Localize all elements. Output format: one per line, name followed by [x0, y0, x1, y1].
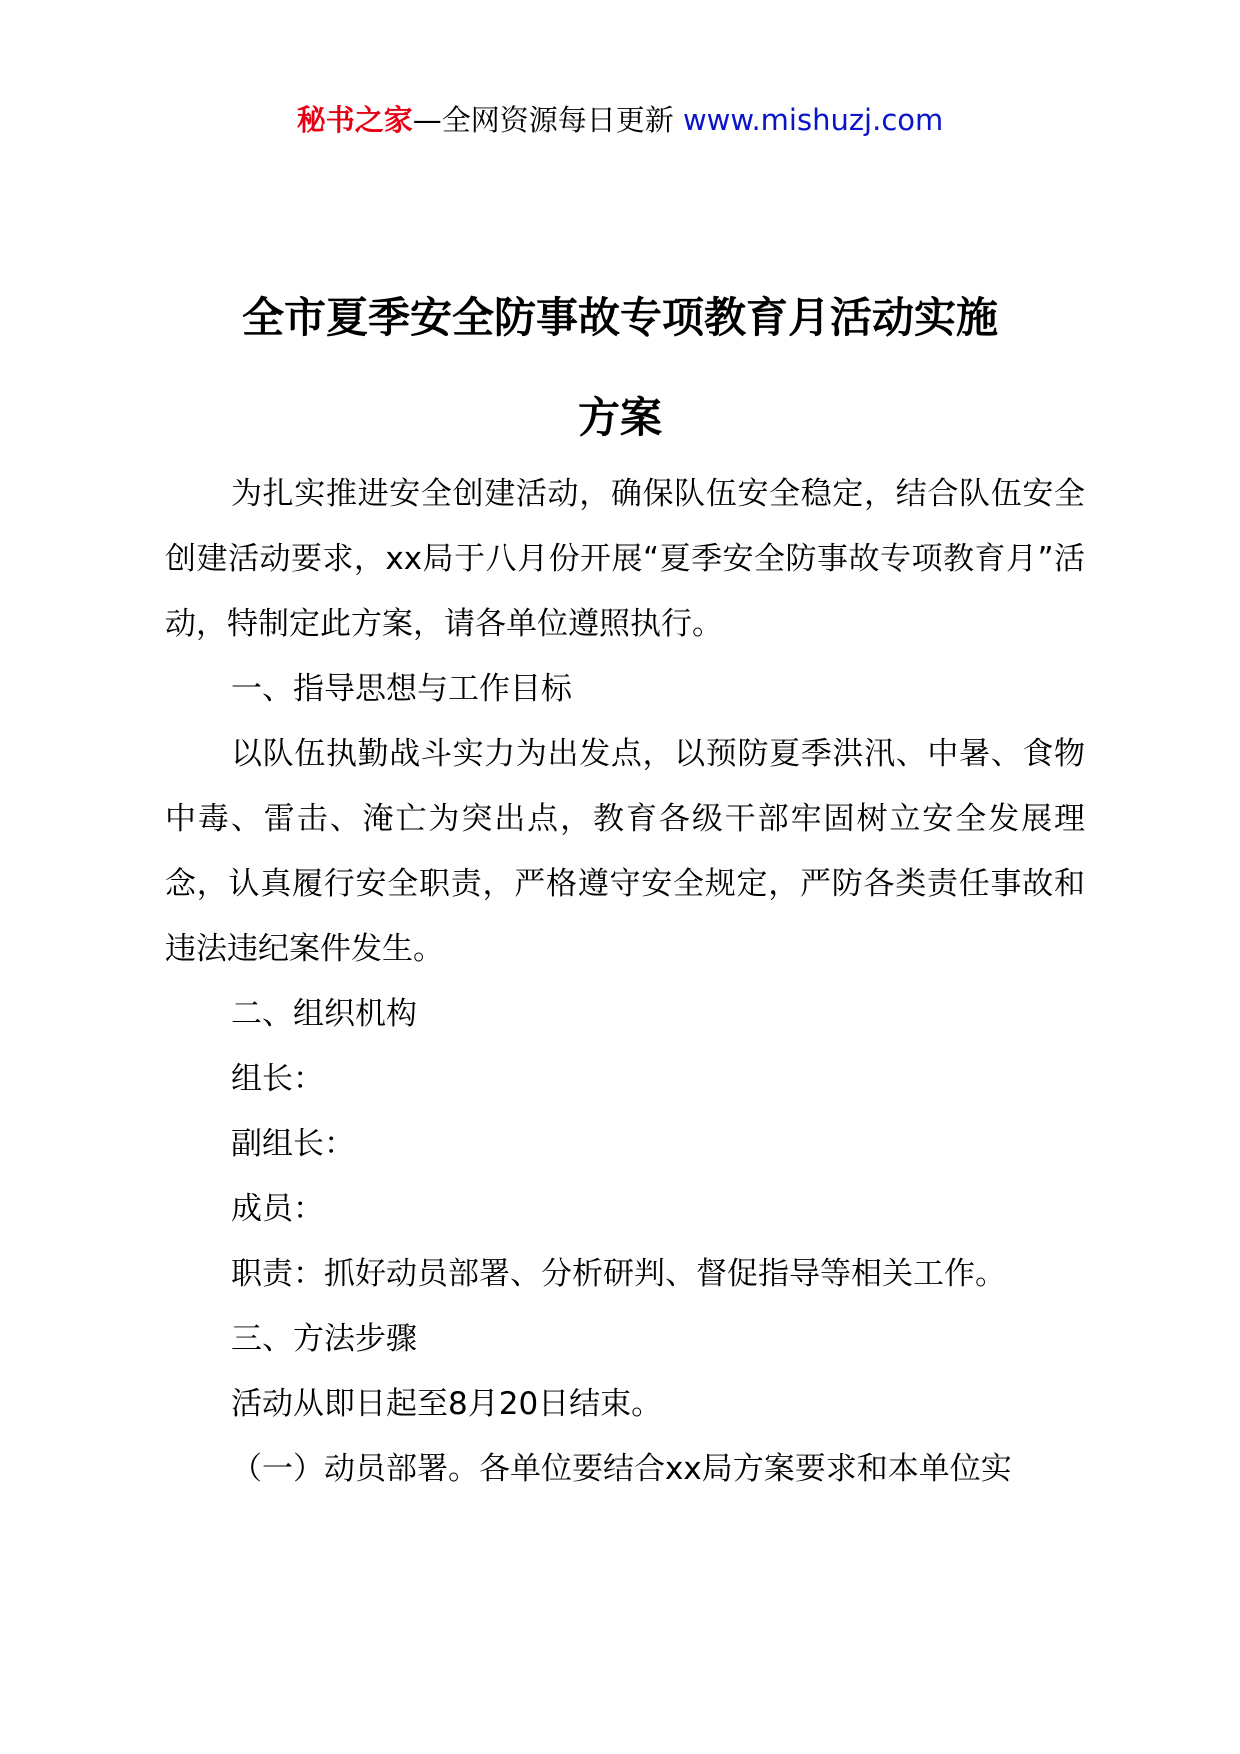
site-banner	[0, 100, 1240, 140]
section-heading-methods-steps: 三、方法步骤	[231, 1321, 417, 1357]
document-title-line-2: 方案	[577, 393, 662, 442]
duties-line: 职责：抓好动员部署、分析研判、督促指导等相关工作。	[231, 1256, 1006, 1292]
document-title	[0, 268, 1240, 468]
deputy-leader-line: 副组长：	[231, 1126, 355, 1162]
activity-period-line: 活动从即日起至8月20日结束。	[231, 1386, 663, 1422]
intro-paragraph: 为扎实推进安全创建活动，确保队伍安全稳定，结合队伍安全创建活动要求，xx局于八月份开展“夏季安全防事故专项教育月”活动，特制定此方案，请各单位遵照执行。	[165, 476, 1085, 642]
guiding-principles-paragraph: 以队伍执勤战斗实力为出发点，以预防夏季洪汛、中暑、食物中毒、雷击、淹亡为突出点，教育各级干部牢固树立安全发展理念，认真履行安全职责，严格遵守安全规定，严防各类责任事故和违法违纪案件发生。	[165, 736, 1085, 967]
members-line: 成员：	[231, 1191, 324, 1227]
site-brand: 秘书之家	[296, 103, 413, 137]
section-heading-organization: 二、组织机构	[231, 996, 417, 1032]
site-url-link[interactable]: www.mishuzj.com	[682, 103, 944, 137]
document-body	[165, 462, 1085, 1502]
mobilization-paragraph: （一）动员部署。各单位要结合xx局方案要求和本单位实	[231, 1451, 1012, 1487]
document-title-line-1: 全市夏季安全防事故专项教育月活动实施	[241, 293, 998, 342]
site-tagline: —全网资源每日更新	[412, 103, 674, 137]
section-heading-guiding-principles: 一、指导思想与工作目标	[231, 671, 572, 707]
team-leader-line: 组长：	[231, 1061, 324, 1097]
